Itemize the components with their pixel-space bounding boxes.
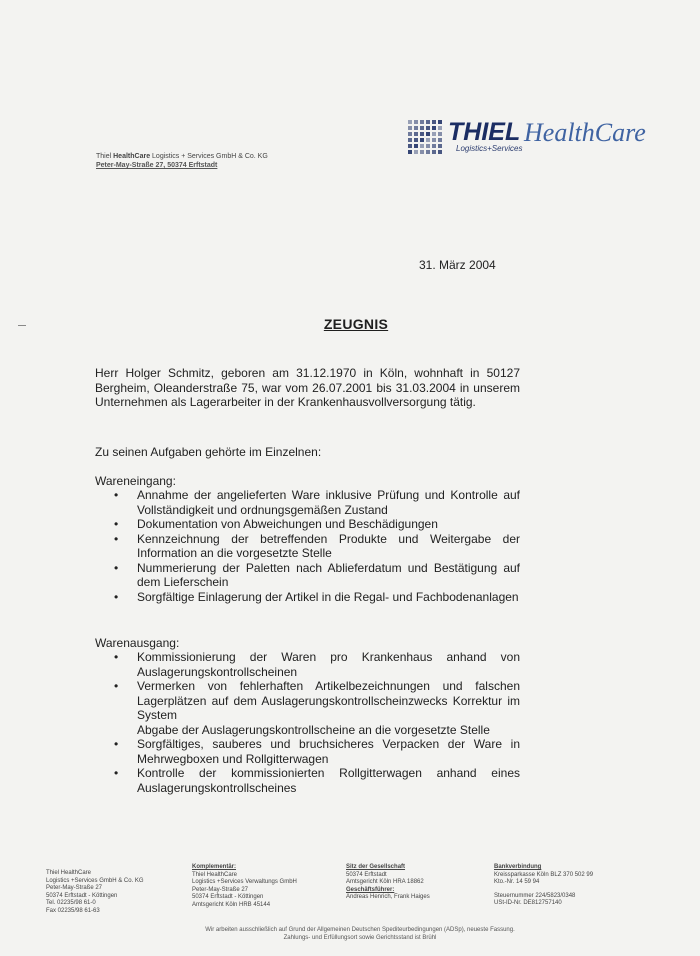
logo-square — [414, 132, 418, 136]
logo-square — [438, 150, 442, 154]
logo-square — [426, 138, 430, 142]
list-item: • Nummerierung der Paletten nach Ablieferdatum und Bestätigung auf dem Lieferschein — [95, 561, 520, 590]
logo-square — [420, 132, 424, 136]
list-wareneingang — [95, 488, 520, 604]
footer-bank — [494, 864, 593, 908]
logo-square — [432, 132, 436, 136]
footer-line: Logistics +Services Verwaltungs GmbH — [192, 879, 297, 885]
logo-square — [414, 150, 418, 154]
footer-directors-heading: Geschäftsführer: — [346, 886, 395, 893]
list-item: • Sorgfältige Einlagerung der Artikel in die Regal- und Fachbodenanlagen — [95, 590, 520, 605]
tasks-intro: Zu seinen Aufgaben gehörte im Einzelnen: — [95, 445, 322, 459]
footer-line: Kreissparkasse Köln BLZ 370 502 99 — [494, 871, 594, 878]
logo-square — [420, 120, 424, 124]
footer-company — [46, 870, 144, 915]
footer-terms-line2: Zahlungs- und Erfüllungsort sowie Gerichtsstand ist Brühl — [283, 935, 437, 941]
footer-line: Thiel HealthCare — [46, 870, 92, 876]
logo-square — [408, 120, 412, 124]
list-item: • Vermerken von fehlerhaften Artikelbezeichnungen und falschen Lagerplätzen auf dem Auslagerungskontrollscheinzwecks Korrektur im System — [95, 679, 520, 723]
footer-line: Steuernummer 224/5823/0348 — [494, 892, 576, 899]
footer-terms-line1: Wir arbeiten ausschließlich auf Grund der Allgemeinen Deutschen Spediteurbedingungen (ADSp), neueste Fassung. — [205, 927, 515, 933]
logo-square — [408, 144, 412, 148]
logo-square — [438, 126, 442, 130]
section-heading-wareneingang: Wareneingang: — [95, 474, 176, 488]
sender-street: Peter-May-Straße 27, 50374 Erftstadt — [96, 162, 218, 169]
footer-seat — [346, 864, 430, 902]
footer-line: 50374 Erftstadt - Köttingen — [46, 892, 118, 899]
list-item: • Kontrolle der kommissionierten Rollgitterwagen anhand eines Auslagerungskontrollscheines — [95, 766, 520, 795]
list-item: • Sorgfältiges, sauberes und bruchsicheres Verpacken der Ware in Mehrwegboxen und Rollgitterwagen — [95, 737, 520, 766]
section-heading-warenausgang: Warenausgang: — [95, 636, 180, 650]
document-title: ZEUGNIS — [323, 316, 389, 332]
logo-subtitle: Logistics+Services — [456, 144, 523, 153]
list-item: • Kommissionierung der Waren pro Krankenhaus anhand von Auslagerungskontrollscheinen — [95, 650, 520, 679]
footer-line: Kto.-Nr. 14 59 94 — [494, 879, 540, 885]
list-item: • Dokumentation von Abweichungen und Beschädigungen — [95, 517, 520, 532]
logo-square — [426, 132, 430, 136]
logo-square — [426, 150, 430, 154]
logo-square — [414, 126, 418, 130]
footer-line: Peter-May-Straße 27 — [46, 885, 103, 891]
footer-partner — [192, 864, 297, 909]
footer-partner-heading: Komplementär: — [192, 864, 237, 870]
sender-company: Thiel HealthCare Logistics + Services GmbH & Co. KG — [96, 153, 268, 160]
logo-word-thiel: THIEL — [448, 118, 521, 146]
list-item: Abgabe der Auslagerungskontrollscheine an die vorgesetzte Stelle — [137, 722, 490, 737]
footer-line: 50374 Erftstadt — [346, 871, 387, 878]
logo-square — [426, 144, 430, 148]
logo-square — [426, 120, 430, 124]
logo-square — [432, 120, 436, 124]
logo-square — [408, 126, 412, 130]
footer-line: USt-ID-Nr. DE812757140 — [494, 900, 562, 906]
footer-line: Fax 02235/98 61-63 — [46, 907, 100, 914]
logo-square — [438, 120, 442, 124]
logo-square — [432, 126, 436, 130]
footer-line: Tel. 02235/98 61-0 — [46, 900, 96, 906]
logo-grid-icon — [408, 120, 444, 156]
footer-line: Logistics +Services GmbH & Co. KG — [46, 877, 144, 884]
logo-square — [432, 138, 436, 142]
logo-square — [426, 126, 430, 130]
logo-square — [432, 144, 436, 148]
footer-bank-heading: Bankverbindung — [494, 864, 542, 870]
list-item: • Annahme der angelieferten Ware inklusive Prüfung und Kontrolle auf Vollständigkeit und ordnungsgemäßen Zustand — [95, 488, 520, 517]
company-logo — [408, 118, 668, 158]
footer-line: Amtsgericht Köln HRA 18862 — [346, 879, 424, 885]
list-warenausgang — [95, 650, 520, 795]
logo-square — [408, 138, 412, 142]
logo-square — [420, 126, 424, 130]
logo-square — [408, 150, 412, 154]
logo-square — [420, 144, 424, 148]
logo-square — [408, 132, 412, 136]
footer-line: 50374 Erftstadt - Köttingen — [192, 894, 264, 900]
logo-square — [420, 150, 424, 154]
logo-square — [438, 138, 442, 142]
logo-square — [414, 120, 418, 124]
logo-square — [414, 144, 418, 148]
list-item: • Kennzeichnung der betreffenden Produkte und Weitergabe der Information an die vorgesetzte Stelle — [95, 532, 520, 561]
footer-line: Andreas Henrich, Frank Haiges — [346, 894, 430, 900]
letter-date: 31. März 2004 — [419, 258, 496, 272]
logo-square — [420, 138, 424, 142]
footer-seat-heading: Sitz der Gesellschaft — [346, 864, 406, 870]
logo-square — [438, 144, 442, 148]
logo-square — [414, 138, 418, 142]
sender-address — [96, 152, 268, 170]
logo-square — [438, 132, 442, 136]
footer-line: Amtsgericht Köln HRB 45144 — [192, 901, 271, 908]
logo-word-healthcare: HealthCare — [524, 118, 646, 147]
logo-square — [432, 150, 436, 154]
intro-paragraph: Herr Holger Schmitz, geboren am 31.12.1970 in Köln, wohnhaft in 50127 Bergheim, Oleanderstraße 75, war vom 26.07.2001 bis 31.03.2004 in unserem Unternehmen als Lagerarbeiter in der Krankenhausvollversorgung tätig. — [95, 366, 520, 409]
footer-terms — [0, 926, 700, 942]
footer-line: Peter-May-Straße 27 — [192, 886, 249, 893]
footer-line: Thiel HealthCare — [192, 871, 238, 878]
